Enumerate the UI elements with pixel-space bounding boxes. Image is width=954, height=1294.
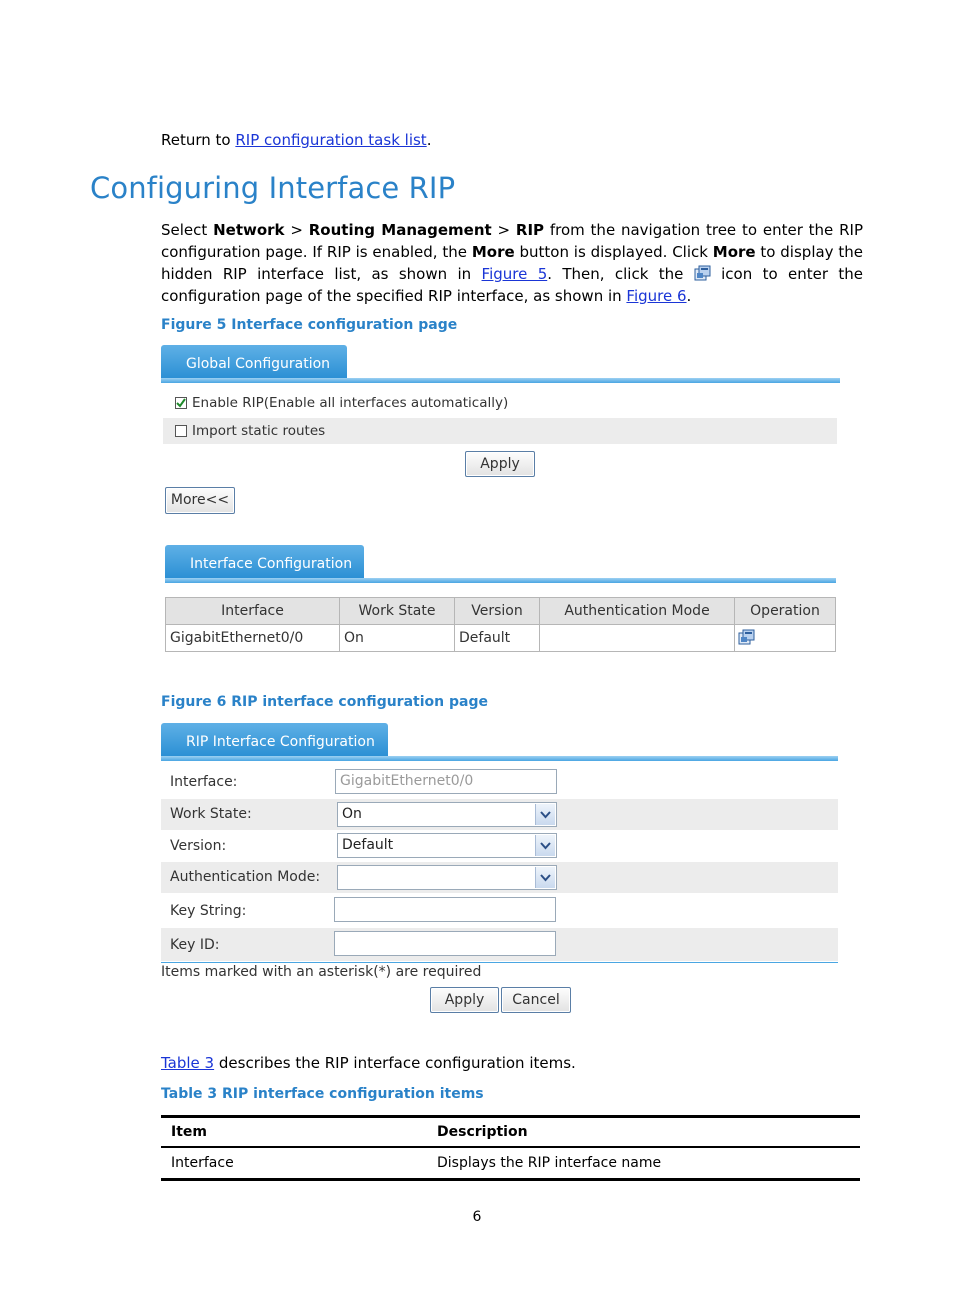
version-select[interactable] xyxy=(337,833,557,858)
intro-paragraph: Select Network > Routing Management > RIP from the navigation tree to enter the RIP configuration page. If RIP is enabled, the More button is displayed. Click More to display the hidden RIP interface list, as shown in Figure 5. Then, click the icon to enter the configuration page of the specified RIP interface, as shown in Figure 6. xyxy=(161,221,863,305)
table3-intro xyxy=(161,1054,576,1072)
cell-version: Default xyxy=(455,625,540,652)
return-suffix: . xyxy=(426,131,432,149)
section-heading: Configuring Interface RIP xyxy=(90,171,456,205)
import-static-label: Import static routes xyxy=(192,423,326,439)
work-state-value: On xyxy=(342,806,362,822)
table3-link[interactable]: Table 3 xyxy=(161,1054,215,1072)
form-row-work-state xyxy=(161,799,838,830)
interface-field: GigabitEthernet0/0 xyxy=(335,769,557,794)
cell-interface: GigabitEthernet0/0 xyxy=(166,625,340,652)
figure5-link[interactable]: Figure 5 xyxy=(481,265,548,283)
required-note: Items marked with an asterisk(*) are required xyxy=(161,964,482,980)
table3-header-row xyxy=(161,1117,860,1148)
col-operation: Operation xyxy=(735,598,836,625)
form-row-version xyxy=(161,830,838,861)
return-line xyxy=(161,131,431,149)
cell-work-state: On xyxy=(340,625,455,652)
import-static-checkbox[interactable] xyxy=(175,425,187,437)
table3-col-item: Item xyxy=(161,1117,427,1148)
work-state-select[interactable] xyxy=(337,802,557,827)
key-id-label: Key ID: xyxy=(170,937,220,953)
rip-interface-panel xyxy=(161,723,840,1023)
table3-col-description: Description xyxy=(427,1117,860,1148)
configure-icon[interactable] xyxy=(738,629,755,645)
version-value: Default xyxy=(342,837,394,853)
tab-global-configuration[interactable]: Global Configuration xyxy=(161,345,347,379)
apply-button[interactable]: Apply xyxy=(465,451,535,477)
table-header-row xyxy=(166,598,836,625)
more-button[interactable]: More<< xyxy=(165,487,235,514)
enable-rip-checkbox[interactable] xyxy=(175,397,187,409)
rip-task-list-link[interactable]: RIP configuration task list xyxy=(235,131,427,149)
import-static-row xyxy=(163,418,837,444)
auth-mode-select[interactable] xyxy=(337,865,557,890)
tab-underline-3 xyxy=(161,756,838,761)
tab-underline-2 xyxy=(165,578,836,583)
form-row-auth-mode xyxy=(161,862,838,893)
col-work-state: Work State xyxy=(340,598,455,625)
cancel-button[interactable]: Cancel xyxy=(501,987,571,1013)
apply-button[interactable]: Apply xyxy=(430,987,499,1013)
configure-icon xyxy=(694,265,711,281)
figure5-caption: Figure 5 Interface configuration page xyxy=(161,317,458,333)
col-interface: Interface xyxy=(166,598,340,625)
table3 xyxy=(161,1115,860,1181)
figure6-caption: Figure 6 RIP interface configuration page xyxy=(161,694,488,710)
cell-auth-mode xyxy=(540,625,735,652)
table3-intro-text: describes the RIP interface configuration items. xyxy=(214,1054,576,1072)
page-number: 6 xyxy=(472,1209,482,1225)
key-string-input[interactable] xyxy=(334,897,556,922)
table3-cell-description: Displays the RIP interface name xyxy=(427,1147,860,1180)
figure6-link[interactable]: Figure 6 xyxy=(626,287,687,305)
work-state-label: Work State: xyxy=(170,806,252,822)
chevron-down-icon[interactable] xyxy=(535,867,555,888)
interface-label: Interface: xyxy=(170,774,238,790)
form-row-key-string xyxy=(161,894,838,927)
col-auth-mode: Authentication Mode xyxy=(540,598,735,625)
tab-underline xyxy=(161,378,840,383)
chevron-down-icon[interactable] xyxy=(535,835,555,856)
version-label: Version: xyxy=(170,838,227,854)
form-row-key-id xyxy=(161,928,838,961)
table-row xyxy=(166,625,836,652)
chevron-down-icon[interactable] xyxy=(535,804,555,825)
form-divider xyxy=(161,962,838,963)
table3-cell-item: Interface xyxy=(161,1147,427,1180)
col-version: Version xyxy=(455,598,540,625)
table-row xyxy=(161,1147,860,1180)
enable-rip-label: Enable RIP(Enable all interfaces automatically) xyxy=(192,395,509,411)
auth-mode-label: Authentication Mode: xyxy=(170,869,321,885)
enable-rip-row xyxy=(163,390,837,416)
form-row-interface xyxy=(161,766,838,797)
key-string-label: Key String: xyxy=(170,903,247,919)
table3-caption: Table 3 RIP interface configuration items xyxy=(161,1086,484,1102)
interface-table xyxy=(165,597,836,652)
tab-rip-interface-configuration[interactable]: RIP Interface Configuration xyxy=(161,723,388,757)
key-id-input[interactable] xyxy=(334,931,556,956)
tab-interface-configuration[interactable]: Interface Configuration xyxy=(165,545,364,579)
cell-operation xyxy=(735,625,836,652)
return-prefix: Return to xyxy=(161,131,236,149)
interface-config-panel xyxy=(161,345,840,655)
